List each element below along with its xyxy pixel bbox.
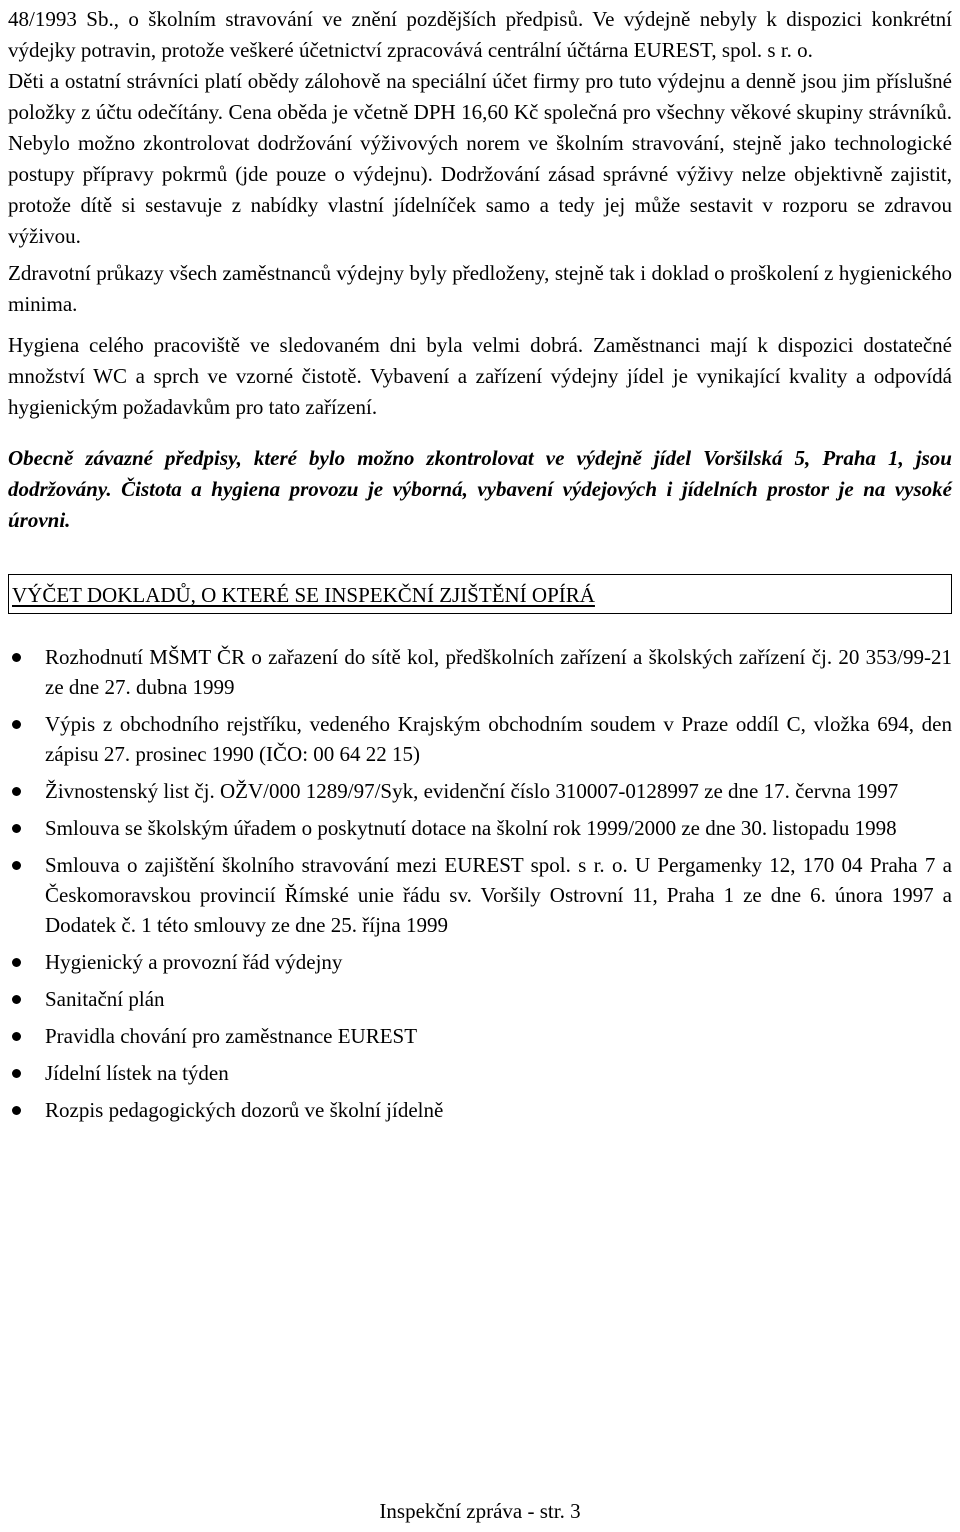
bullet-icon — [12, 824, 21, 833]
list-item-text: Výpis z obchodního rejstříku, vedeného Krajským obchodním soudem v Praze oddíl C, vložka 694, den zápisu 27. prosinec 1990 (IČO: 00 64 22 15) — [45, 712, 952, 766]
list-item-text: Jídelní lístek na týden — [45, 1061, 229, 1085]
list-item — [8, 850, 952, 940]
list-item-text: Rozpis pedagogických dozorů ve školní jídelně — [45, 1098, 444, 1122]
bullet-icon — [12, 958, 21, 967]
paragraph-hygiene: Hygiena celého pracoviště ve sledovaném dni byla velmi dobrá. Zaměstnanci mají k dispozici dostatečné množství WC a sprch ve vzorné čistotě. Vybavení a zařízení výdejny jídel je vynikající kvality a odpovídá hygienickým požadavkům pro tato zařízení. — [8, 333, 952, 419]
documents-list — [8, 642, 952, 1125]
list-item — [8, 709, 952, 769]
list-item-text: Smlouva se školským úřadem o poskytnutí dotace na školní rok 1999/2000 ze dne 30. listopadu 1998 — [45, 816, 897, 840]
list-item-text: Hygienický a provozní řád výdejny — [45, 950, 343, 974]
section-heading: VÝČET DOKLADŮ, O KTERÉ SE INSPEKČNÍ ZJIŠTĚNÍ OPÍRÁ — [12, 583, 595, 607]
list-item — [8, 642, 952, 702]
inspection-conclusion: Obecně závazné předpisy, které bylo možno zkontrolovat ve výdejně jídel Voršilská 5, Praha 1, jsou dodržovány. Čistota a hygiena provozu je výborná, vybavení výdejových i jídelních prostor je na vysoké úrovni. — [8, 446, 952, 532]
bullet-icon — [12, 653, 21, 662]
bullet-icon — [12, 1069, 21, 1078]
document-page — [8, 4, 952, 1132]
list-item — [8, 776, 952, 806]
list-item — [8, 1095, 952, 1125]
paragraph-food-records: 48/1993 Sb., o školním stravování ve znění pozdějších předpisů. Ve výdejně nebyly k dispozici konkrétní výdejky potravin, protože veškeré účetnictví zpracovává centrální účtárna EUREST, spol. s r. o. — [8, 7, 952, 62]
list-item-text: Pravidla chování pro zaměstnance EUREST — [45, 1024, 418, 1048]
section-heading-box — [8, 574, 952, 614]
bullet-icon — [12, 1032, 21, 1041]
list-item — [8, 813, 952, 843]
list-item — [8, 947, 952, 977]
bullet-icon — [12, 1106, 21, 1115]
bullet-icon — [12, 787, 21, 796]
list-item-text: Rozhodnutí MŠMT ČR o zařazení do sítě kol, předškolních zařízení a školských zařízení čj. 20 353/99-21 ze dne 27. dubna 1999 — [45, 645, 952, 699]
page-footer: Inspekční zpráva - str. 3 — [379, 1499, 581, 1523]
list-item — [8, 984, 952, 1014]
list-item — [8, 1021, 952, 1051]
paragraph-meal-payment: Děti a ostatní strávníci platí obědy zálohově na speciální účet firmy pro tuto výdejnu a denně jsou jim příslušné položky z účtu odečítány. Cena oběda je včetně DPH 16,60 Kč společná pro všechny věkové skupiny strávníků. Nebylo možno zkontrolovat dodržování výživových norem ve školním stravování, stejně jako technologické postupy přípravy pokrmů (jde pouze o výdejnu). Dodržování zásad správné výživy nelze objektivně zajistit, protože dítě si sestavuje z nabídky vlastní jídelníček samo a tedy jej může sestavit v rozporu se zdravou výživou. — [8, 69, 952, 248]
bullet-icon — [12, 861, 21, 870]
list-item-text: Smlouva o zajištění školního stravování mezi EUREST spol. s r. o. U Pergamenky 12, 170 04 Praha 7 a Českomoravskou provincií Římské unie řádu sv. Voršily Ostrovní 11, Praha 1 ze dne 6. února 1997 a Dodatek č. 1 této smlouvy ze dne 25. října 1999 — [45, 853, 952, 937]
list-item-text: Živnostenský list čj. OŽV/000 1289/97/Syk, evidenční číslo 310007-0128997 ze dne 17. června 1997 — [45, 779, 899, 803]
list-item — [8, 1058, 952, 1088]
bullet-icon — [12, 720, 21, 729]
paragraph-health-cards: Zdravotní průkazy všech zaměstnanců výdejny byly předloženy, stejně tak i doklad o proškolení z hygienického minima. — [8, 261, 952, 316]
bullet-icon — [12, 995, 21, 1004]
list-item-text: Sanitační plán — [45, 987, 165, 1011]
